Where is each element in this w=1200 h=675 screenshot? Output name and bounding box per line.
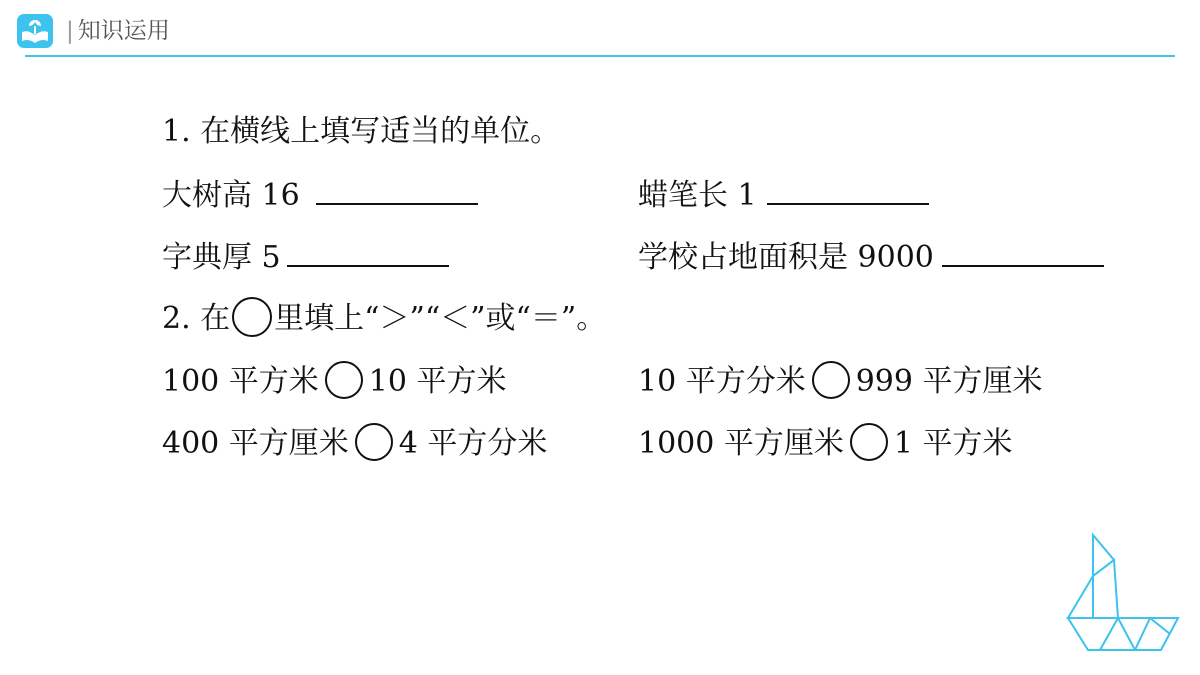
q1-item-text: 蜡笔长 1 [638, 178, 757, 213]
answer-blank[interactable] [767, 177, 929, 205]
answer-blank[interactable] [316, 177, 478, 205]
answer-blank[interactable] [287, 239, 449, 267]
question-2-title [162, 299, 606, 340]
q2-left-value: 1000 平方厘米 [638, 426, 844, 461]
q2-right-value: 10 平方米 [368, 364, 507, 399]
answer-blank[interactable] [942, 239, 1104, 267]
compare-circle[interactable] [355, 423, 393, 461]
title-divider: | [66, 18, 74, 44]
q2-item-1 [162, 362, 507, 402]
compare-circle[interactable] [812, 361, 850, 399]
q2-item-2 [638, 362, 1043, 402]
book-sprout-icon [17, 14, 53, 48]
q1-item-text: 字典厚 5 [162, 240, 281, 275]
q2-title-after: 里填上“＞”“＜”或“＝”。 [274, 301, 607, 336]
compare-circle[interactable] [850, 423, 888, 461]
q2-right-value: 1 平方米 [893, 426, 1013, 461]
question-1-title: 1. 在横线上填写适当的单位。 [162, 114, 561, 149]
q1-item-crayon-length [638, 176, 929, 216]
q1-item-dictionary-thickness [162, 238, 449, 278]
q2-left-value: 400 平方厘米 [162, 426, 349, 461]
compare-circle[interactable] [325, 361, 363, 399]
circle-icon [232, 297, 272, 337]
q2-item-4 [638, 424, 1013, 464]
section-title-text: 知识运用 [77, 18, 170, 44]
q2-right-value: 999 平方厘米 [855, 364, 1043, 399]
q2-left-value: 10 平方分米 [638, 364, 806, 399]
header-rule [25, 55, 1175, 57]
q1-item-text: 学校占地面积是 9000 [638, 240, 934, 275]
q1-item-tree-height [162, 176, 478, 216]
q2-left-value: 100 平方米 [162, 364, 319, 399]
header [0, 0, 1200, 60]
tangram-boat-icon [1060, 530, 1185, 655]
q2-title-before: 2. 在 [162, 301, 231, 336]
section-title [66, 15, 170, 47]
q2-right-value: 4 平方分米 [398, 426, 548, 461]
q1-item-school-area [638, 238, 1104, 278]
q2-item-3 [162, 424, 547, 464]
q1-item-text: 大树高 16 [162, 178, 300, 213]
